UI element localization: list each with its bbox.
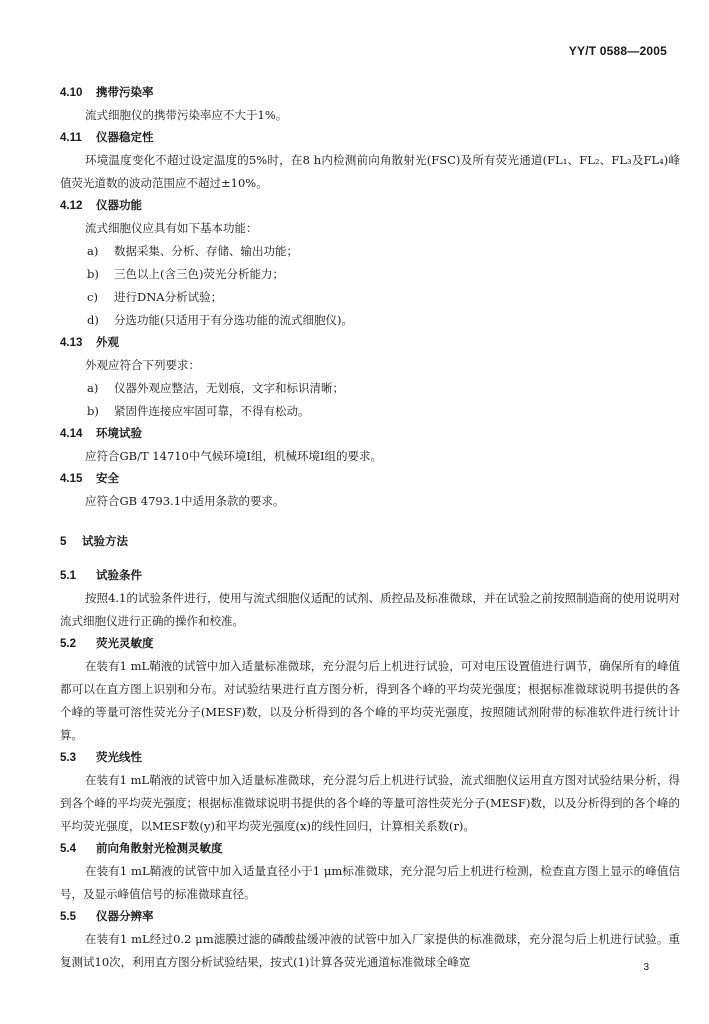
list-item: a) 仪器外观应整洁，无划痕，文字和标识清晰； xyxy=(87,381,344,395)
section-5-5 xyxy=(60,906,680,974)
paragraph: 流式细胞仪的携带污染率应不大于1%。 xyxy=(85,108,288,122)
section-5-3 xyxy=(60,747,680,838)
page-number: 3 xyxy=(643,962,649,973)
section-4-12 xyxy=(60,195,680,332)
section-heading: 4.13 外观 xyxy=(60,337,119,349)
paragraph: 在装有1 mL鞘液的试管中加入适量标准微球，充分混匀后上机进行试验，流式细胞仪运用直方图对试验结果分析，得到各个峰的平均荧光强度；根据标准微球说明书提供的各个峰的等量可溶性荧光分子(MESF)数，以及分析得到的各个峰的平均荧光强度，以MESF数(y)和平均荧光强度(x)的线性回归，计算相关系数(r)。 xyxy=(60,773,680,833)
section-5-2 xyxy=(60,633,680,747)
section-5-4 xyxy=(60,838,680,906)
list-item: a) 数据采集、分析、存储、输出功能； xyxy=(87,244,298,258)
paragraph: 在装有1 mL鞘液的试管中加入适量标准微球，充分混匀后上机进行试验，可对电压设置值进行调节，确保所有的峰值都可以在直方图上识别和分布。对试验结果进行直方图分析，得到各个峰的平均荧光强度；根据标准微球说明书提供的各个峰的等量可溶性荧光分子(MESF)数，以及分析得到的各个峰的平均荧光强度，按照随试剂附带的标准软件进行统计计算。 xyxy=(60,659,680,742)
section-heading: 4.10 携带污染率 xyxy=(60,87,154,99)
section-heading: 4.12 仪器功能 xyxy=(60,200,142,212)
section-heading: 5.3 荧光线性 xyxy=(60,752,142,764)
list-item: c) 进行DNA分析试验； xyxy=(87,290,223,304)
section-5-1 xyxy=(60,565,680,633)
section-heading: 4.11 仪器稳定性 xyxy=(60,132,154,144)
section-4-10 xyxy=(60,82,680,127)
section-4-11 xyxy=(60,127,680,195)
section-heading: 5.4 前向角散射光检测灵敏度 xyxy=(60,843,223,855)
section-heading: 4.14 环境试验 xyxy=(60,428,142,440)
chapter-heading: 5 试验方法 xyxy=(60,536,128,548)
section-heading: 5.1 试验条件 xyxy=(60,570,142,582)
section-4-13 xyxy=(60,332,680,423)
section-heading: 5.2 荧光灵敏度 xyxy=(60,638,154,650)
standard-code: YY/T 0588—2005 xyxy=(568,44,667,58)
section-heading: 5.5 仪器分辨率 xyxy=(60,911,154,923)
document-body xyxy=(60,82,680,974)
paragraph: 流式细胞仪应具有如下基本功能： xyxy=(85,221,258,235)
paragraph: 在装有1 mL经过0.2 μm滤膜过滤的磷酸盐缓冲液的试管中加入厂家提供的标准微球，充分混匀后上机进行试验。重复测试10次，利用直方图分析试验结果，按式(1)计算各荧光通道标准微球全峰宽 xyxy=(60,932,680,969)
section-heading: 4.15 安全 xyxy=(60,473,119,485)
paragraph: 按照4.1的试验条件进行，使用与流式细胞仪适配的试剂、质控品及标准微球，并在试验之前按照制造商的使用说明对流式细胞仪进行正确的操作和校准。 xyxy=(60,591,680,628)
paragraph: 环境温度变化不超过设定温度的5%时，在8 h内检测前向角散射光(FSC)及所有荧光通道(FL₁、FL₂、FL₃及FL₄)峰值荧光道数的波动范围应不超过±10%。 xyxy=(60,153,680,190)
paragraph: 应符合GB/T 14710中气候环境Ⅰ组，机械环境Ⅰ组的要求。 xyxy=(85,449,383,463)
list-item: b) 紧固件连接应牢固可靠，不得有松动。 xyxy=(87,404,310,418)
list-item: d) 分选功能(只适用于有分选功能的流式细胞仪)。 xyxy=(87,313,353,327)
section-4-14 xyxy=(60,423,680,468)
section-4-15 xyxy=(60,468,680,513)
paragraph: 在装有1 mL鞘液的试管中加入适量直径小于1 μm标准微球，充分混匀后上机进行检测，检查直方图上显示的峰值信号，及显示峰值信号的标准微球直径。 xyxy=(60,864,680,901)
paragraph: 外观应符合下列要求： xyxy=(85,358,200,372)
paragraph: 应符合GB 4793.1中适用条款的要求。 xyxy=(85,494,285,508)
list-item: b) 三色以上(含三色)荧光分析能力； xyxy=(87,267,284,281)
